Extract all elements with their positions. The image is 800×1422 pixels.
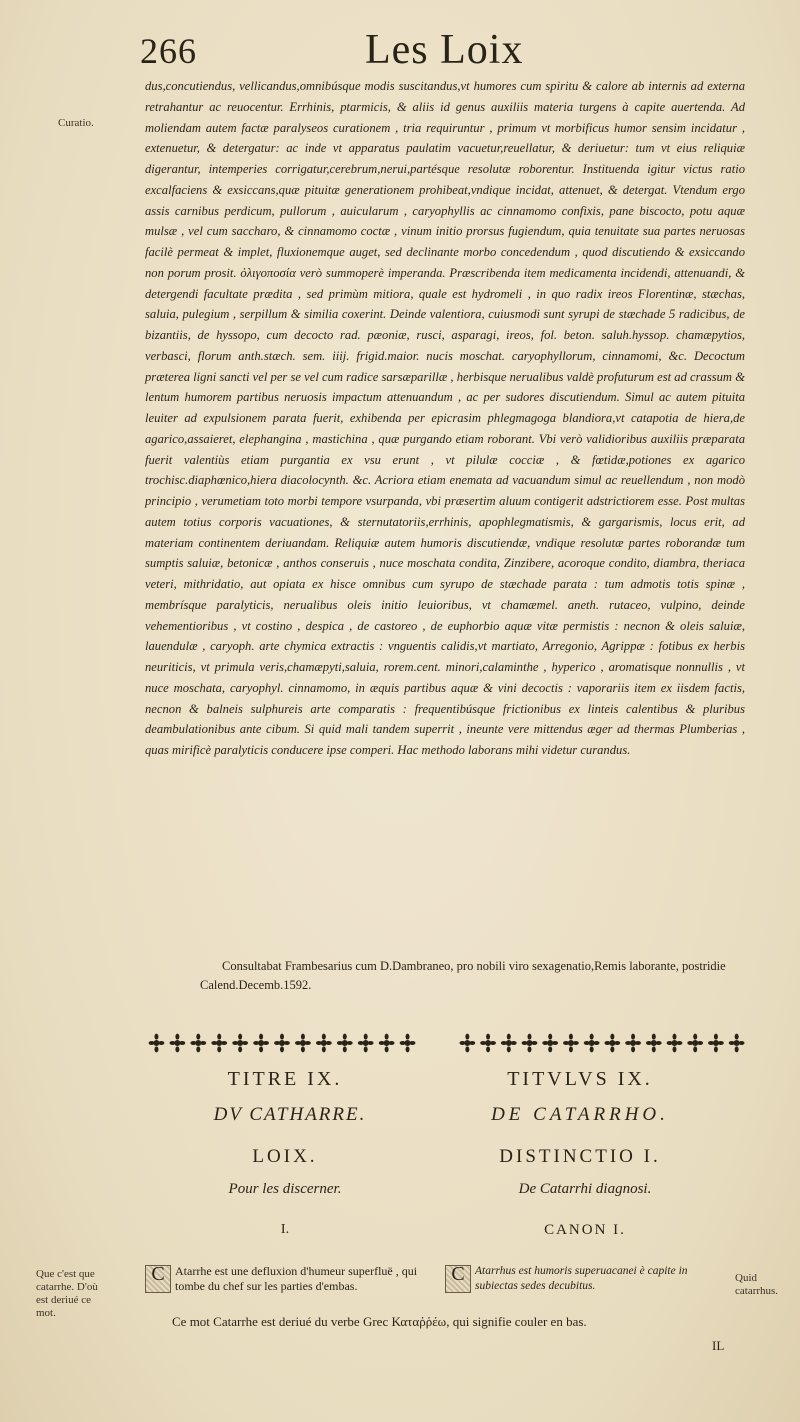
article-number-french: I.	[280, 1222, 290, 1237]
fleuron-icon	[211, 1034, 227, 1053]
fleuron-icon	[542, 1034, 558, 1053]
fleuron-icon	[459, 1034, 475, 1053]
article-french	[145, 1264, 430, 1294]
margin-note-quid-catarrhus: Quid catarrhus.	[735, 1272, 779, 1297]
fleuron-icon	[337, 1034, 353, 1053]
fleuron-icon	[729, 1034, 745, 1053]
page-header	[140, 26, 740, 78]
dropcap-letter-french: C	[151, 1263, 165, 1285]
subtitle-french: DV CATHARRE.	[213, 1104, 367, 1125]
fleuron-icon	[522, 1034, 538, 1053]
heading-de-catarrhi: De Catarrhi diagnosi.	[518, 1181, 652, 1197]
dropcap-latin	[445, 1265, 471, 1293]
consultation-note: Consultabat Frambesarius cum D.Dambraneo, pro nobili viro sexagenatio,Remis laborante, postridie Calend.Decemb.1592.	[200, 959, 726, 992]
fleuron-icon	[687, 1034, 703, 1053]
catchword: IL	[712, 1338, 725, 1353]
running-head: Les Loix	[365, 27, 524, 73]
fleuron-icon	[295, 1034, 311, 1053]
page-number: 266	[140, 31, 197, 71]
title-latin: TITVLVS IX.	[507, 1068, 653, 1090]
margin-note-que-cest: Que c'est que catarrhe. D'où est deriué ce mot.	[36, 1268, 98, 1319]
fleuron-icon	[232, 1034, 248, 1053]
fleuron-icon	[274, 1034, 290, 1053]
fleuron-icon	[358, 1034, 374, 1053]
latin-body-text: dus,concutiendus, vellicandus,omnibúsque modis suscitandus,vt humores cum spiritu & calore ab internis ad externa retrahantur ac reuocentur. Errhinis, ptarmicis, & aliis id genus auxiliis materia turgens à capite auertenda. Ad moliendam autem factæ paralyseos curationem , tria requiruntur , primum vt morbificus humor sensim incidatur , extenuetur, & detergatur: ac inde vt apparatus paulatim vacuetur,reuellatur, & deriuetur: tum vt eius reliquiæ digerantur, intemperies corrigatur,cerebrum,nerui,partésque resolutæ roborentur. Instituenda igitur victus ratio excalfaciens & exsiccans,quæ pituitæ generationem prohibeat,vndique incidat, attenuet, & detergat. Vtendum ergo assis carnibus perdicum, pullorum , auicularum , caryophyllis ac cinnamomo confixis, pane biscocto, potu aquæ mulsæ , vel cum saccharo, & cinnamomo coctæ , vinum initio prorsus fugiendum, quia tenuitate sua partes neruosas facilè permeat & implet, fluxionemque auget, sed declinante morbo concedendum , quod discutiendo & exsiccando non porum prosit. ὀλιγοποσία verò summoperè imperanda. Præscribenda item medicamenta incidendi, attenuandi, & detergendi facultate prædita , sed primùm mitiora, quale est hydromeli , in quo radix ireos Florentinæ, stæchas, saluia, pulegium , serpillum & similia coxerint. Deinde valentiora, cuiusmodi sunt syrupi de stæchade 5 radicibus, de bizantiis, de hyssopo, cum decocto rad. pæoniæ, rusci, asparagi, ireos, fol. beton. saluh.hyssop. chamæpytios, verbasci, florum anth.stæch. sem. iiij. frigid.maior. nucis moschat. caryophyllorum, cinnamomi, &c. Decoctum præterea ligni sancti vel per se vel cum radice sarsæparillæ , herbisque nerualibus valdè profuturum est ad crassum & lentum humorem partibus neruosis impactum attenuandum , ac per sudores discutiendum. Simul ac autem pituita leuiter ad expulsionem parata fuerit, exhibenda per epicrasim phlegmagoga blandiora,vt catapotia de hiera,de agarico,assaieret, elephangina , mastichina , quæ purgando etiam roborant. Vbi verò validioribus auxiliis præparata fuerit valentiùs etiam purgantia ex vsu erunt , vt pilulæ cocciæ , & fœtidæ,potiones ex agarico trochisc.diaphœnico,hiera diacolocynth. &c. Acriora etiam enemata ad vacuandum simul ac reuellendum , non modò principio , verumetiam toto morbi tempore vsurpanda, vbi præsertim aluum contigerit adstrictiorem esse. Post multas autem totius corporis vacuationes, & sternutatoriis,errhinis, apophlegmatismis, & gargarismis, locus erit, ad materiam continentem deriuandam. Reliquiæ autem humoris discutiendæ, vndique resolutæ partes roborandæ tum sumptis saluiæ, betonicæ , anthos conseruis , nuce moschata condita, Zinzibere, acoroque condito, diambra, theriaca veteri, mithridatio, aut opiata ex hisce omnibus cum syrupo de stæchade parata : tum admotis totis spinæ , membrísque paralyticis, nerualibus oleis initio leuioribus, vt chamæmel. aneth. rutaceo, vulpino, deinde vehementioribus , vt costino , despica , de castoreo , de euphorbio aquæ vitæ permistis : necnon & oleis saluiæ, lauendulæ , caryoph. arte chymica extractis : vnguentis calidis,vt martiato, Arregonio, Agrippæ : fotibus ex herbis neuriticis, vt primula veris,chamæpyti,saluia, rorem.cent. minori,calaminthe , hyperico , aromatisque nonnullis , vt nuce moschata, caryophyl. cinnamomo, in æquis partibus aquæ & vini decoctis : vaporariis item ex iisdem factis, necnon & balneis sulphureis arte comparatis : frequentibúsque frictionibus ex linteis calentibus & pluribus deambulationibus ante cibum. Si quid mali tandem superrit , ineunte vere mittendus æger ad thermas Plumberias , quas mirificè paralyticis conducere ipse comperi. Hac methodo laborans mihi videtur curandus.	[145, 79, 745, 757]
fleuron-icon	[149, 1034, 165, 1053]
ornament-band-left	[146, 1032, 418, 1054]
fleuron-icon	[584, 1034, 600, 1053]
dropcap-letter-latin: C	[451, 1263, 465, 1285]
margin-note-curatio: Curatio.	[58, 117, 94, 129]
fleuron-icon	[190, 1034, 206, 1053]
heading-pour-discerner: Pour les discerner.	[228, 1181, 342, 1197]
ornament-band-right	[457, 1032, 747, 1054]
fleuron-icon	[646, 1034, 662, 1053]
article-latin-text: Atarrhus est humoris superuacanei è capite in subiectas sedes decubitus.	[475, 1265, 688, 1292]
section-distinctio: DISTINCTIO I.	[499, 1146, 661, 1167]
title-french: TITRE IX.	[227, 1068, 343, 1090]
article-french-text: Atarrhe est une defluxion d'humeur superfluë , qui tombe du chef sur les parties d'embas.	[175, 1264, 418, 1293]
fleuron-icon	[253, 1034, 269, 1053]
section-loix: LOIX.	[252, 1146, 318, 1167]
etymology-line: Ce mot Catarrhe est deriué du verbe Grec Καταῤῥέω, qui signifie couler en bas.	[172, 1314, 587, 1329]
canon-heading: CANON I.	[544, 1222, 626, 1238]
fleuron-icon	[379, 1034, 395, 1053]
fleuron-icon	[625, 1034, 641, 1053]
fleuron-icon	[708, 1034, 724, 1053]
fleuron-icon	[501, 1034, 517, 1053]
fleuron-icon	[480, 1034, 496, 1053]
fleuron-icon	[400, 1034, 416, 1053]
fleuron-icon	[604, 1034, 620, 1053]
fleuron-icon	[316, 1034, 332, 1053]
article-latin	[445, 1264, 720, 1294]
dropcap-french	[145, 1265, 171, 1293]
fleuron-icon	[563, 1034, 579, 1053]
fleuron-icon	[667, 1034, 683, 1053]
subtitle-latin: DE CATARRHO.	[491, 1104, 669, 1125]
fleuron-icon	[169, 1034, 185, 1053]
